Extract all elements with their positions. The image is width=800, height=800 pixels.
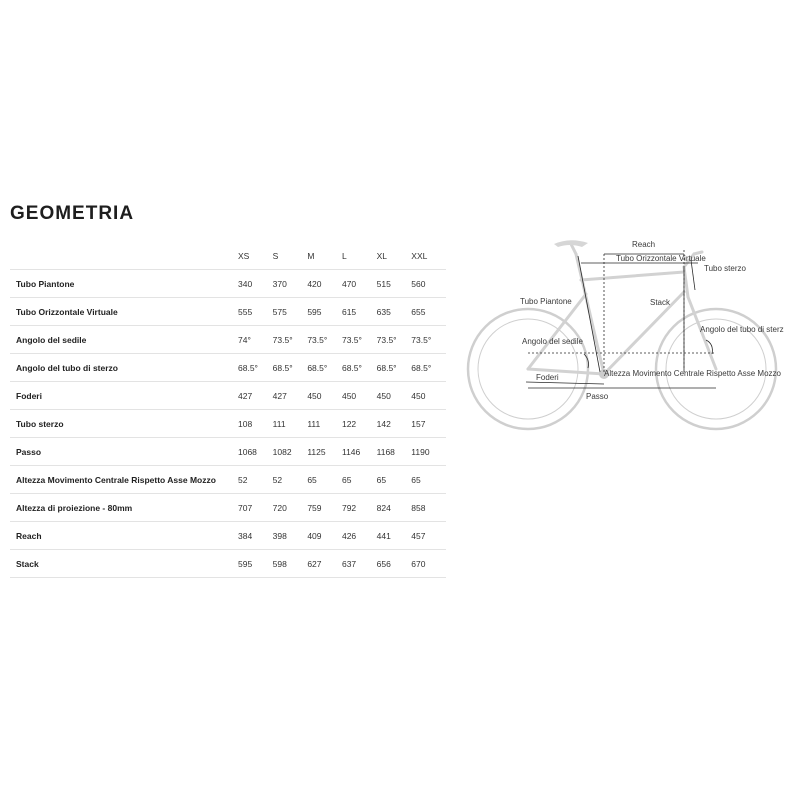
table-row [10, 438, 446, 466]
table-cell: 73.5° [342, 326, 377, 354]
table-cell: 470 [342, 270, 377, 298]
size-header: XS [238, 250, 250, 261]
row-label: Altezza Movimento Centrale Rispetto Asse Mozzo [10, 466, 238, 494]
chainstay-line [526, 382, 604, 384]
table-row [10, 550, 446, 578]
head-angle-label: Angolo del tubo di sterz [700, 325, 784, 334]
table-cell: 1082 [273, 438, 308, 466]
table-cell: 73.5° [307, 326, 342, 354]
table-cell: 384 [238, 522, 273, 550]
table-cell: 598 [273, 550, 308, 578]
table-cell: 427 [273, 382, 308, 410]
table-cell: 427 [238, 382, 273, 410]
table-cell: 637 [342, 550, 377, 578]
page-title: GEOMETRIA [10, 203, 135, 224]
table-cell: 398 [273, 522, 308, 550]
table-cell: 52 [273, 466, 308, 494]
table-cell: 595 [238, 550, 273, 578]
table-row [10, 354, 446, 382]
table-cell: 65 [411, 466, 446, 494]
reach-label: Reach [632, 240, 656, 249]
table-cell: 450 [411, 382, 446, 410]
table-row [10, 494, 446, 522]
table-cell: 635 [377, 298, 412, 326]
table-cell: 68.5° [307, 354, 342, 382]
size-header: S [272, 250, 279, 261]
row-label: Foderi [10, 382, 238, 410]
table-cell: 111 [307, 410, 342, 438]
table-cell: 68.5° [238, 354, 273, 382]
seat-angle-label: Angolo del sedile [522, 337, 583, 346]
table-cell: 1168 [377, 438, 412, 466]
table-cell: 420 [307, 270, 342, 298]
table-cell: 65 [377, 466, 412, 494]
table-cell: 73.5° [411, 326, 446, 354]
size-header-row [10, 242, 446, 270]
head-tube-label: Tubo sterzo [704, 264, 746, 273]
table-cell: 450 [307, 382, 342, 410]
table-cell: 792 [342, 494, 377, 522]
table-cell: 370 [273, 270, 308, 298]
wheelbase-label: Passo [586, 392, 609, 401]
table-cell: 157 [411, 410, 446, 438]
row-label: Passo [10, 438, 238, 466]
table-row [10, 522, 446, 550]
table-cell: 409 [307, 522, 342, 550]
table-cell: 1146 [342, 438, 377, 466]
table-cell: 142 [377, 410, 412, 438]
table-cell: 555 [238, 298, 273, 326]
size-header: L [341, 250, 347, 261]
table-cell: 68.5° [411, 354, 446, 382]
table-cell: 108 [238, 410, 273, 438]
table-cell: 68.5° [273, 354, 308, 382]
table-cell: 575 [273, 298, 308, 326]
row-label: Tubo Piantone [10, 270, 238, 298]
table-row [10, 298, 446, 326]
table-cell: 707 [238, 494, 273, 522]
table-row [10, 410, 446, 438]
bike-geometry-diagram [466, 232, 786, 432]
table-cell: 457 [411, 522, 446, 550]
table-cell: 595 [307, 298, 342, 326]
top-tube-label: Tubo Orizzontale Virtuale [616, 254, 706, 263]
table-cell: 68.5° [342, 354, 377, 382]
table-cell: 627 [307, 550, 342, 578]
chainstay-label: Foderi [536, 373, 559, 382]
table-row [10, 270, 446, 298]
table-row [10, 326, 446, 354]
table-row [10, 466, 446, 494]
table-cell: 655 [411, 298, 446, 326]
size-header: XL [376, 250, 388, 261]
table-cell: 441 [377, 522, 412, 550]
seat-tube-line [578, 256, 600, 372]
stack-label: Stack [650, 298, 671, 307]
table-cell: 1190 [411, 438, 446, 466]
table-cell: 52 [238, 466, 273, 494]
table-row [10, 382, 446, 410]
table-cell: 1068 [238, 438, 273, 466]
table-cell: 615 [342, 298, 377, 326]
table-cell: 73.5° [377, 326, 412, 354]
row-label: Angolo del tubo di sterzo [10, 354, 238, 382]
table-cell: 759 [307, 494, 342, 522]
table-cell: 560 [411, 270, 446, 298]
row-label: Reach [10, 522, 238, 550]
table-cell: 670 [411, 550, 446, 578]
measurement-lines [526, 250, 716, 388]
row-label: Altezza di proiezione - 80mm [10, 494, 238, 522]
table-cell: 111 [273, 410, 308, 438]
table-cell: 74° [238, 326, 273, 354]
header-spacer [10, 242, 238, 270]
table-cell: 515 [377, 270, 412, 298]
head-tube-line [691, 260, 695, 290]
table-cell: 858 [411, 494, 446, 522]
seat-tube-label: Tubo Piantone [520, 297, 572, 306]
row-label: Tubo sterzo [10, 410, 238, 438]
table-cell: 656 [377, 550, 412, 578]
table-cell: 824 [377, 494, 412, 522]
table-cell: 1125 [307, 438, 342, 466]
bb-drop-label: Altezza Movimento Centrale Rispetto Asse Mozzo [604, 369, 781, 378]
row-label: Tubo Orizzontale Virtuale [10, 298, 238, 326]
row-label: Angolo del sedile [10, 326, 238, 354]
geometry-table [10, 242, 446, 578]
table-cell: 450 [342, 382, 377, 410]
size-header: M [307, 250, 315, 261]
table-cell: 340 [238, 270, 273, 298]
table-cell: 65 [342, 466, 377, 494]
row-label: Stack [10, 550, 238, 578]
table-cell: 450 [377, 382, 412, 410]
table-cell: 720 [273, 494, 308, 522]
table-cell: 426 [342, 522, 377, 550]
table-cell: 73.5° [273, 326, 308, 354]
table-cell: 65 [307, 466, 342, 494]
table-cell: 122 [342, 410, 377, 438]
table-cell: 68.5° [377, 354, 412, 382]
size-header: XXL [411, 250, 428, 261]
